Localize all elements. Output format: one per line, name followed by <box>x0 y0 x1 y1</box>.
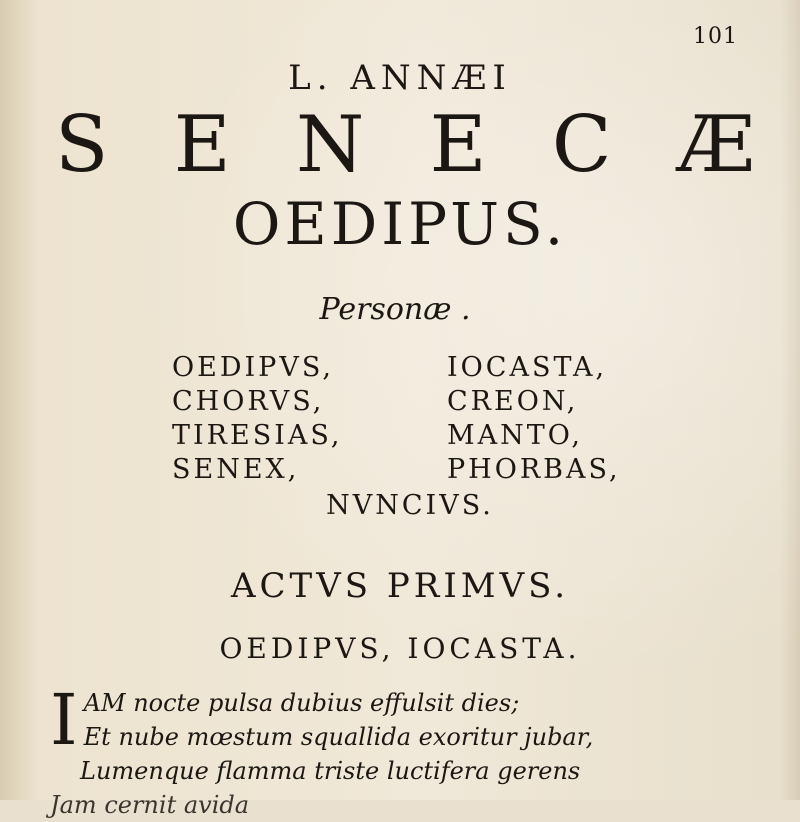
author-letter: E <box>173 100 231 190</box>
cast-member: CHORVS, <box>172 386 325 417</box>
dropcap: I <box>50 679 78 761</box>
cast-member: CREON, <box>447 386 579 417</box>
author-letter: E <box>429 100 487 190</box>
cast-member: TIRESIAS, <box>172 420 343 451</box>
author-letter: C <box>551 100 612 190</box>
personae-heading: Personæ . <box>319 292 471 327</box>
author-line: L. ANNÆI <box>288 58 512 98</box>
cast-member: OEDIPVS, <box>172 352 334 383</box>
author-letter: S <box>55 100 109 190</box>
scene-heading: OEDIPVS, IOCASTA. <box>219 632 581 665</box>
author-letter: N <box>296 100 365 190</box>
verse-line: Jam cernit avida <box>50 791 250 819</box>
play-title: OEDIPUS. <box>232 190 568 258</box>
cast-member: IOCASTA, <box>447 352 608 383</box>
verse-line: Lumenque flamma triste luctifera gerens <box>80 757 581 785</box>
page-number: 101 <box>693 24 738 49</box>
cast-list <box>172 352 692 485</box>
act-heading: ACTVS PRIMVS. <box>230 566 570 606</box>
author-name <box>55 100 755 190</box>
verse-line: AM nocte pulsa dubius effulsit dies; <box>83 689 520 717</box>
author-letter: Æ <box>676 100 755 190</box>
cast-member: SENEX, <box>172 454 300 485</box>
verse-line: Et nube mœstum squallida exoritur jubar, <box>83 723 594 751</box>
cast-member: PHORBAS, <box>447 454 621 485</box>
verse-block <box>50 679 750 822</box>
cast-member-last: NVNCIVS. <box>326 490 494 521</box>
cast-member: MANTO, <box>447 420 583 451</box>
